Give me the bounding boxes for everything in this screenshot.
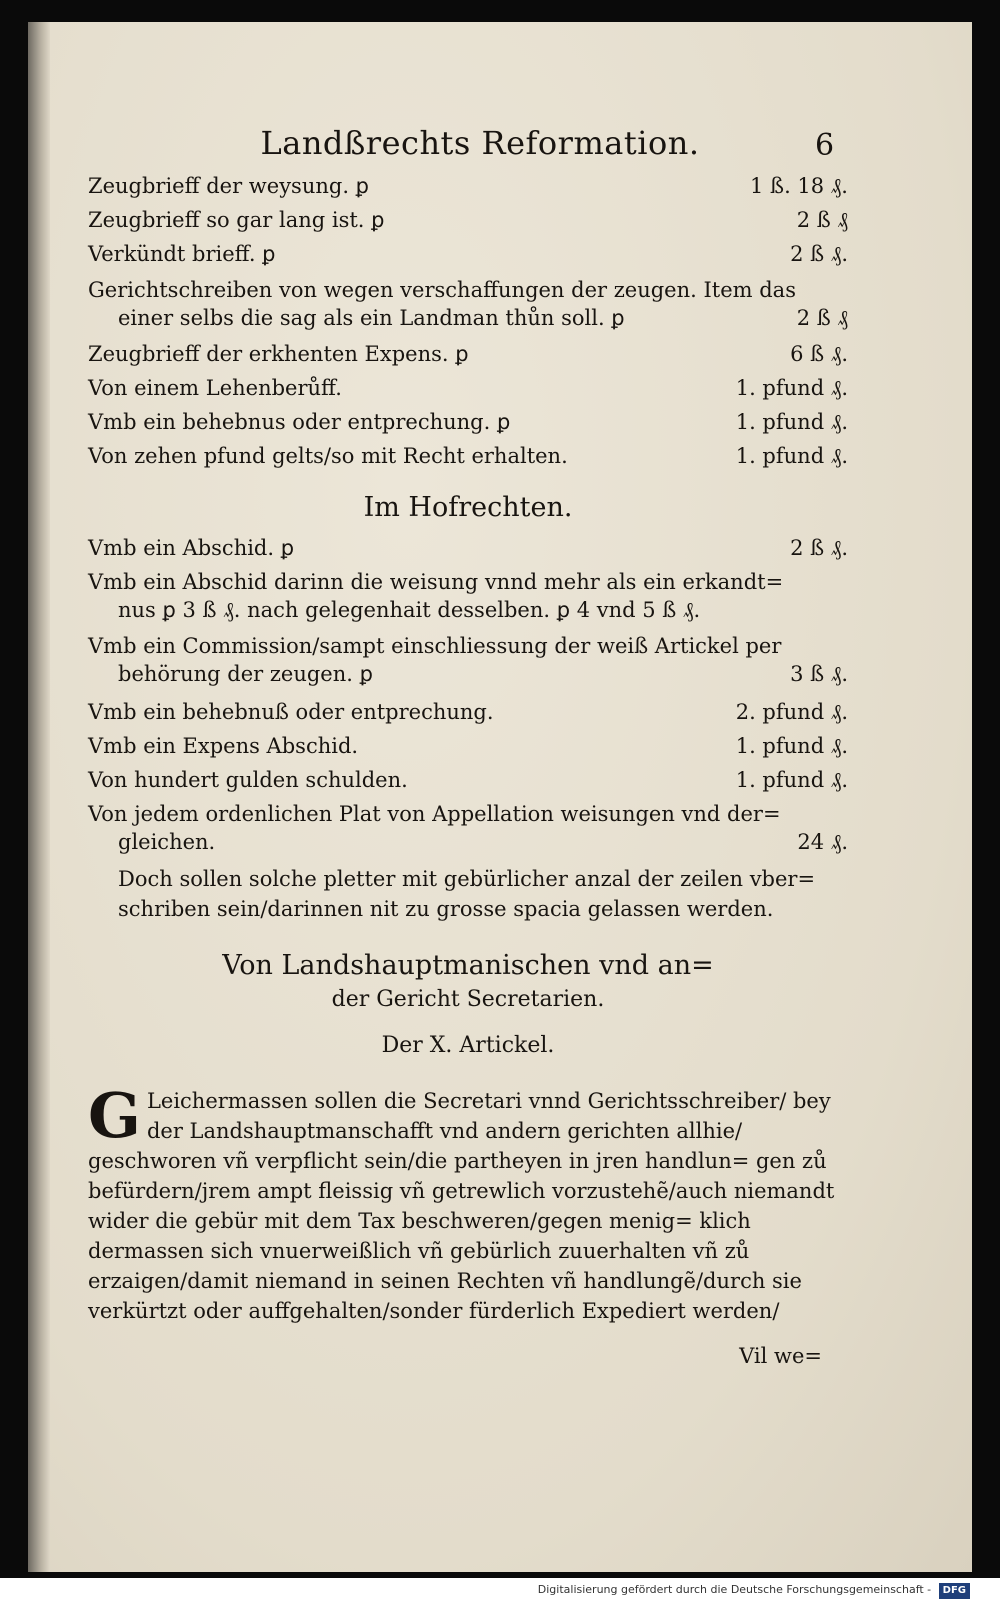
fee-entry — [88, 534, 848, 562]
entry-fee: 1. pfund ₰. — [735, 376, 848, 400]
fee-entry — [88, 240, 848, 268]
entry-label: Vmb ein behebnuß oder entprechung. — [88, 700, 494, 724]
fee-entry — [88, 408, 848, 436]
drop-capital: G — [88, 1079, 141, 1152]
section-heading-line-2: der Gericht Secretarien. — [331, 987, 605, 1012]
note-paragraph: Doch sollen solche pletter mit gebürlicher anzal der zeilen vber= schriben sein/darinnen nit zu grosse spacia gelassen werden. — [118, 867, 816, 921]
entry-fee: 2 ß ₰. — [790, 536, 848, 560]
document-page — [28, 22, 972, 1572]
fee-entry — [88, 206, 848, 234]
page-number: 6 — [815, 128, 835, 163]
entry-continuation: nus ꝑ 3 ß ₰. nach gelegenhait desselben. ꝑ 4 vnd 5 ß ₰. — [118, 598, 701, 622]
fee-entry — [88, 732, 848, 760]
entry-label: Vmb ein Abschid darinn die weisung vnnd mehr als ein erkandt= — [88, 570, 784, 594]
entry-fee: 1. pfund ₰. — [735, 768, 848, 792]
entry-fee: 2 ß ₰. — [790, 242, 848, 266]
article-body-text: Leichermassen sollen die Secretari vnnd Gerichtsschreiber/ bey der Landshauptmanschafft vnd andern gerichten allhie/ geschworen vñ verpflicht sein/die partheyen in jren handlun= gen zů befürdern/jrem ampt fleissig vñ getrewlich vorzustehẽ/auch niemandt wider die gebür mit dem Tax beschweren/gegen menig= klich dermassen sich vnuerweißlich vñ gebürlich zuuerhalten vñ zů erzaigen/damit niemand in seinen Rechten vñ handlungẽ/durch sie verkürtzt oder auffgehalten/sonder fürderlich Expediert werden/ — [88, 1089, 835, 1323]
article-body — [88, 1079, 848, 1326]
entry-fee: 1. pfund ₰. — [735, 410, 848, 434]
entry-fee: 3 ß ₰. — [790, 662, 848, 686]
entry-continuation: behörung der zeugen. ꝑ — [118, 662, 373, 686]
entry-continuation: einer selbs die sag als ein Landman thůn soll. ꝑ — [118, 306, 625, 330]
entry-label: Verkündt brieff. ꝑ — [88, 242, 276, 266]
entry-label: Von einem Lehenberůff. — [88, 376, 342, 400]
entry-label: Zeugbrieff der erkhenten Expens. ꝑ — [88, 342, 469, 366]
entry-label: Vmb ein behebnus oder entprechung. ꝑ — [88, 410, 511, 434]
entry-fee: 2 ß ₰ — [796, 306, 848, 330]
entry-fee: 2 ß ₰ — [796, 208, 848, 232]
fee-entry — [88, 632, 848, 688]
book-gutter — [28, 22, 50, 1572]
fee-entry — [88, 766, 848, 794]
fee-entry — [88, 800, 848, 856]
entry-label: Vmb ein Abschid. ꝑ — [88, 536, 295, 560]
section-heading-hofrechten: Im Hofrechten. — [363, 492, 573, 523]
entry-label: Gerichtschreiben von wegen verschaffungen der zeugen. Item das — [88, 278, 796, 302]
fee-entry — [88, 442, 848, 470]
section-heading-line-1: Von Landshauptmanischen vnd an= — [222, 950, 714, 981]
entry-fee: 6 ß ₰. — [790, 342, 848, 366]
running-header-title: Landßrechts Reformation. — [260, 124, 700, 162]
entry-fee: 1. pfund ₰. — [735, 444, 848, 468]
dfg-logo: DFG — [939, 1583, 970, 1599]
entry-label: Von zehen pfund gelts/so mit Recht erhalten. — [88, 444, 568, 468]
entry-fee: 24 ₰. — [797, 830, 848, 854]
digitization-footer — [0, 1578, 1000, 1602]
entry-continuation: gleichen. — [118, 830, 216, 854]
entry-fee: 2. pfund ₰. — [735, 700, 848, 724]
catchword: Vil we= — [739, 1344, 822, 1368]
fee-entry — [88, 276, 848, 332]
article-heading: Der X. Artickel. — [381, 1033, 555, 1058]
fee-entry — [88, 340, 848, 368]
fee-entry — [88, 374, 848, 402]
fee-entry — [88, 698, 848, 726]
entry-fee: 1 ß. 18 ₰. — [750, 174, 848, 198]
entry-label: Zeugbrieff der weysung. ꝑ — [88, 174, 370, 198]
entry-label: Zeugbrieff so gar lang ist. ꝑ — [88, 208, 385, 232]
fee-entry — [88, 172, 848, 200]
entry-label: Vmb ein Commission/sampt einschliessung der weiß Artickel per — [88, 634, 782, 658]
entry-fee: 1. pfund ₰. — [735, 734, 848, 758]
fee-entry — [88, 568, 848, 624]
entry-label: Vmb ein Expens Abschid. — [88, 734, 359, 758]
entry-label: Von hundert gulden schulden. — [88, 768, 408, 792]
entry-label: Von jedem ordenlichen Plat von Appellation weisungen vnd der= — [88, 802, 781, 826]
footer-text: Digitalisierung gefördert durch die Deutsche Forschungsgemeinschaft - — [537, 1583, 932, 1596]
